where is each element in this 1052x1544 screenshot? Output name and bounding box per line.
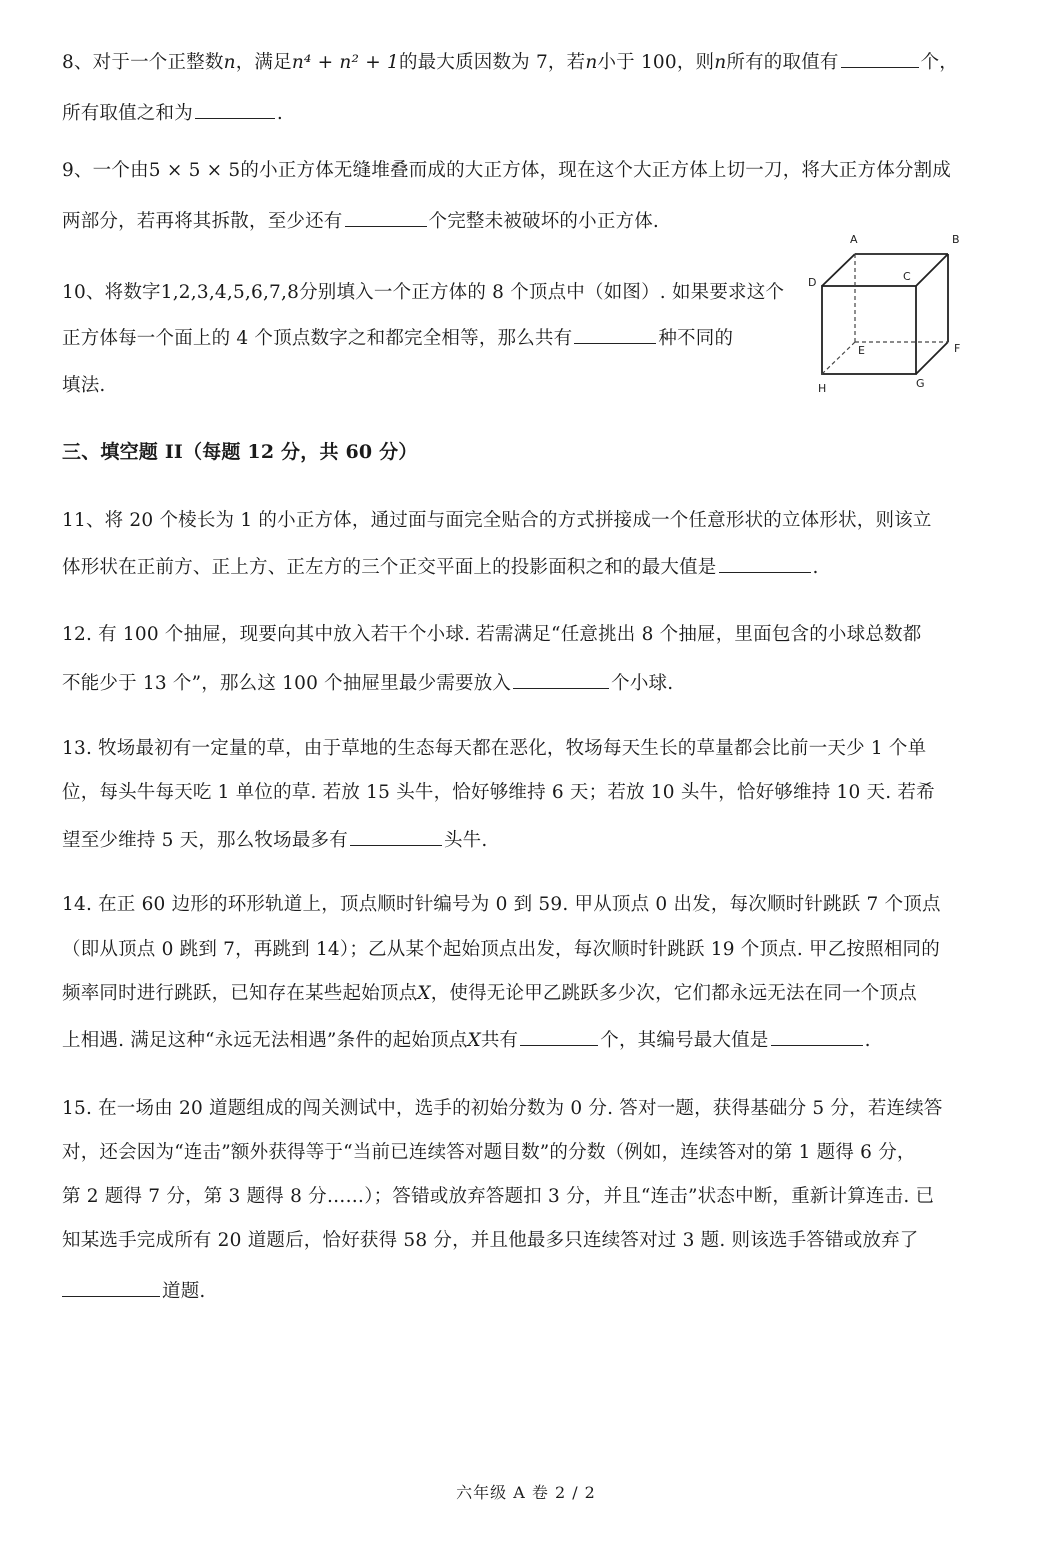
q9-answer-blank[interactable] — [345, 206, 427, 227]
question-12-line-2 — [62, 668, 673, 697]
q8-text: ，满足 — [235, 52, 292, 73]
question-14-line-3 — [62, 981, 917, 1007]
cube-label-c: C — [903, 270, 911, 283]
q8-var-n: n — [585, 52, 598, 73]
q14-text: （即从顶点 0 跳到 7，再跳到 14）；乙从某个起始顶点出发，每次顺时针跳跃 19 个顶点. 甲乙按照相同的 — [62, 939, 940, 960]
q11-answer-blank[interactable] — [719, 552, 811, 573]
q14-text: 14. 在正 60 边形的环形轨道上，顶点顺时针编号为 0 到 59. 甲从顶点 0 出发，每次顺时针跳跃 7 个顶点 — [62, 894, 941, 915]
q9-text: 9、一个由5 × 5 × 5的小正方体无缝堆叠而成的大正方体，现在这个大正方体上切一刀，将大正方体分割成 — [62, 160, 952, 181]
q11-text: 体形状在正前方、正上方、正左方的三个正交平面上的投影面积之和的最大值是 — [62, 557, 717, 578]
q10-text: 10、将数字1,2,3,4,5,6,7,8分别填入一个正方体的 8 个顶点中（如图）. 如果要求这个 — [62, 282, 785, 303]
question-15-line-2 — [62, 1140, 916, 1166]
q14-text: . — [864, 1030, 871, 1051]
q15-text: 第 2 题得 7 分，第 3 题得 8 分……）；答错或放弃答题扣 3 分，并且“连击”状态中断，重新计算连击. 已 — [62, 1186, 935, 1207]
q14-text: 共有 — [480, 1030, 519, 1051]
question-10-line-2 — [62, 323, 733, 352]
q9-text: 两部分，若再将其拆散，至少还有 — [62, 211, 343, 232]
section-3-title: 三、填空题 II（每题 12 分，共 60 分） — [62, 441, 418, 463]
question-13-line-2 — [62, 780, 935, 806]
q10-text: 种不同的 — [658, 328, 734, 349]
q14-text: 频率同时进行跳跃，已知存在某些起始顶点 — [62, 983, 418, 1004]
q11-text: 11、将 20 个棱长为 1 的小正方体，通过面与面完全贴合的方式拼接成一个任意形状的立体形状，则该立 — [62, 510, 932, 531]
question-8-line-1 — [62, 47, 958, 76]
cube-label-a: A — [850, 233, 858, 246]
cube-label-g: G — [916, 377, 925, 390]
cube-label-h: H — [818, 382, 827, 395]
q14-var-x: X — [467, 1030, 481, 1051]
q8-text: . — [276, 103, 283, 124]
q8-text: 所有取值之和为 — [62, 103, 193, 124]
question-14-line-1 — [62, 892, 941, 918]
q8-text: 8、对于一个正整数 — [62, 52, 224, 73]
q14-answer-blank-2[interactable] — [771, 1025, 863, 1046]
q12-answer-blank[interactable] — [513, 668, 609, 689]
q8-text: 个， — [920, 52, 958, 73]
q14-answer-blank-1[interactable] — [520, 1025, 598, 1046]
q14-text: 个，其编号最大值是 — [600, 1030, 769, 1051]
q15-answer-blank[interactable] — [62, 1276, 160, 1297]
q10-text: 正方体每一个面上的 4 个顶点数字之和都完全相等，那么共有 — [62, 328, 573, 349]
question-15-line-4 — [62, 1228, 919, 1254]
q8-formula: n⁴ + n² + 1 — [291, 52, 399, 73]
question-8-line-2 — [62, 98, 283, 127]
q10-text: 填法. — [62, 375, 106, 396]
q11-text: . — [812, 557, 819, 578]
question-10-line-1 — [62, 280, 784, 306]
q15-text: 道题. — [162, 1281, 206, 1302]
cube-label-e: E — [858, 344, 865, 357]
question-14-line-4 — [62, 1025, 871, 1054]
q8-answer-blank-2[interactable] — [195, 98, 275, 119]
cube-figure — [800, 228, 980, 398]
q12-text: 不能少于 13 个”，那么这 100 个抽屉里最少需要放入 — [62, 673, 512, 694]
q13-text: 望至少维持 5 天，那么牧场最多有 — [62, 830, 348, 851]
q8-var-n: n — [714, 52, 727, 73]
q15-text: 知某选手完成所有 20 道题后，恰好获得 58 分，并且他最多只连续答对过 3 题. 则该选手答错或放弃了 — [62, 1230, 919, 1251]
q10-answer-blank[interactable] — [574, 323, 656, 344]
q12-text: 12. 有 100 个抽屉，现要向其中放入若干个小球. 若需满足“任意挑出 8 个抽屉，里面包含的小球总数都 — [62, 624, 922, 645]
q15-text: 对，还会因为“连击”额外获得等于“当前已连续答对题目数”的分数（例如，连续答对的第 1 题得 6 分， — [62, 1142, 916, 1163]
q13-text: 位，每头牛每天吃 1 单位的草. 若放 15 头牛，恰好够维持 6 天；若放 10 头牛，恰好够维持 10 天. 若希 — [62, 782, 935, 803]
question-11-line-2 — [62, 552, 819, 581]
q15-text: 15. 在一场由 20 道题组成的闯关测试中，选手的初始分数为 0 分. 答对一题，获得基础分 5 分，若连续答 — [62, 1098, 943, 1119]
question-9-line-1 — [62, 158, 951, 184]
q8-text: 所有的取值有 — [726, 52, 839, 73]
q14-text: ，使得无论甲乙跳跃多少次，它们都永远无法在同一个顶点 — [430, 983, 917, 1004]
question-15-line-5 — [62, 1276, 205, 1305]
cube-label-b: B — [952, 233, 960, 246]
question-15-line-3 — [62, 1184, 934, 1210]
page-footer: 六年级 A 卷 2 / 2 — [456, 1483, 596, 1502]
question-14-line-2 — [62, 937, 940, 963]
cube-label-f: F — [954, 342, 961, 355]
question-12-line-1 — [62, 622, 921, 648]
q14-var-x: X — [417, 983, 431, 1004]
q8-var-n: n — [223, 52, 236, 73]
cube-label-d: D — [808, 276, 817, 289]
q13-answer-blank[interactable] — [350, 825, 442, 846]
question-13-line-3 — [62, 825, 487, 854]
q8-text: 小于 100，则 — [597, 52, 715, 73]
q9-text: 个完整未被破坏的小正方体. — [428, 211, 659, 232]
question-11-line-1 — [62, 508, 932, 534]
q8-answer-blank-1[interactable] — [841, 47, 919, 68]
question-10-line-3 — [62, 373, 105, 399]
q8-text: 的最大质因数为 7，若 — [398, 52, 586, 73]
q13-text: 13. 牧场最初有一定量的草，由于草地的生态每天都在恶化，牧场每天生长的草量都会比前一天少 1 个单 — [62, 738, 927, 759]
q13-text: 头牛. — [443, 830, 488, 851]
q12-text: 个小球. — [611, 673, 674, 694]
q14-text: 上相遇. 满足这种“永远无法相遇”条件的起始顶点 — [62, 1030, 468, 1051]
question-9-line-2 — [62, 206, 659, 235]
question-15-line-1 — [62, 1096, 943, 1122]
question-13-line-1 — [62, 736, 926, 762]
